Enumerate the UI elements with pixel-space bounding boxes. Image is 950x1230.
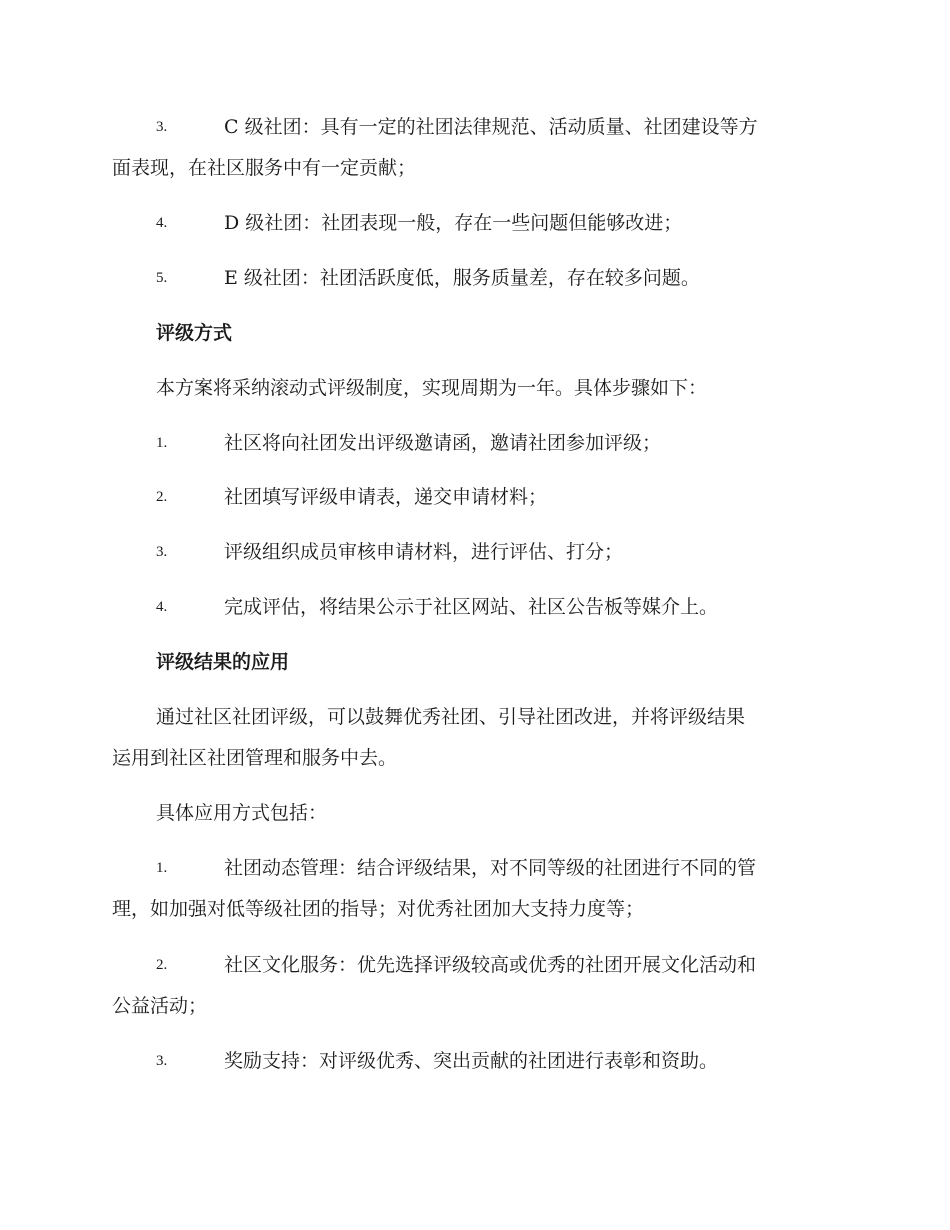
list-item <box>112 477 834 518</box>
list-item-text: 社团动态管理：结合评级结果，对不同等级的社团进行不同的管 <box>224 857 757 879</box>
list-item-text: 社区将向社团发出评级邀请函，邀请社团参加评级； <box>224 432 662 454</box>
section-heading-text: 评级方式 <box>156 322 233 344</box>
list-item <box>112 258 834 299</box>
list-number: 1. <box>156 435 168 451</box>
paragraph <box>112 368 834 409</box>
section-heading <box>112 642 834 683</box>
list-item <box>112 587 834 628</box>
list-item-text: E 级社团：社团活跃度低，服务质量差，存在较多问题。 <box>224 267 700 289</box>
paragraph-text: 通过社区社团评级，可以鼓舞优秀社团、引导社团改进，并将评级结果 <box>156 706 746 728</box>
list-item-text: 社团填写评级申请表，递交申请材料； <box>224 486 548 508</box>
list-item <box>112 848 834 930</box>
paragraph <box>112 697 834 779</box>
list-number: 3. <box>156 544 168 560</box>
list-item-text-cont: 面表现，在社区服务中有一定贡献； <box>112 157 417 179</box>
list-item-text: D 级社团：社团表现一般，存在一些问题但能够改进； <box>224 212 683 234</box>
list-item <box>112 203 834 244</box>
list-item-text: 完成评估，将结果公示于社区网站、社区公告板等媒介上。 <box>224 596 719 618</box>
section-heading <box>112 313 834 354</box>
list-item-text-cont: 公益活动； <box>112 995 208 1017</box>
section-heading-text: 评级结果的应用 <box>156 651 290 673</box>
list-number: 4. <box>156 599 168 615</box>
list-number: 2. <box>156 957 168 973</box>
list-item-text: 奖励支持：对评级优秀、突出贡献的社团进行表彰和资助。 <box>224 1050 719 1072</box>
list-item <box>112 423 834 464</box>
list-number: 1. <box>156 860 168 876</box>
list-item <box>112 532 834 573</box>
list-item <box>112 107 834 189</box>
list-number: 3. <box>156 1053 168 1069</box>
list-number: 4. <box>156 215 168 231</box>
list-item-text-cont: 理，如加强对低等级社团的指导；对优秀社团加大支持力度等； <box>112 898 645 920</box>
list-item <box>112 945 834 1027</box>
list-item-text: 社区文化服务：优先选择评级较高或优秀的社团开展文化活动和 <box>224 954 757 976</box>
list-item-text: C 级社团：具有一定的社团法律规范、活动质量、社团建设等方 <box>224 116 758 138</box>
list-number: 2. <box>156 489 168 505</box>
paragraph-text: 具体应用方式包括： <box>156 802 328 824</box>
paragraph-text: 本方案将采纳滚动式评级制度，实现周期为一年。具体步骤如下： <box>156 377 708 399</box>
list-item <box>112 1041 834 1082</box>
list-number: 3. <box>156 119 168 135</box>
paragraph-text-cont: 运用到社区社团管理和服务中去。 <box>112 747 398 769</box>
paragraph <box>112 793 834 834</box>
list-item-text: 评级组织成员审核申请材料，进行评估、打分； <box>224 541 624 563</box>
list-number: 5. <box>156 270 168 286</box>
